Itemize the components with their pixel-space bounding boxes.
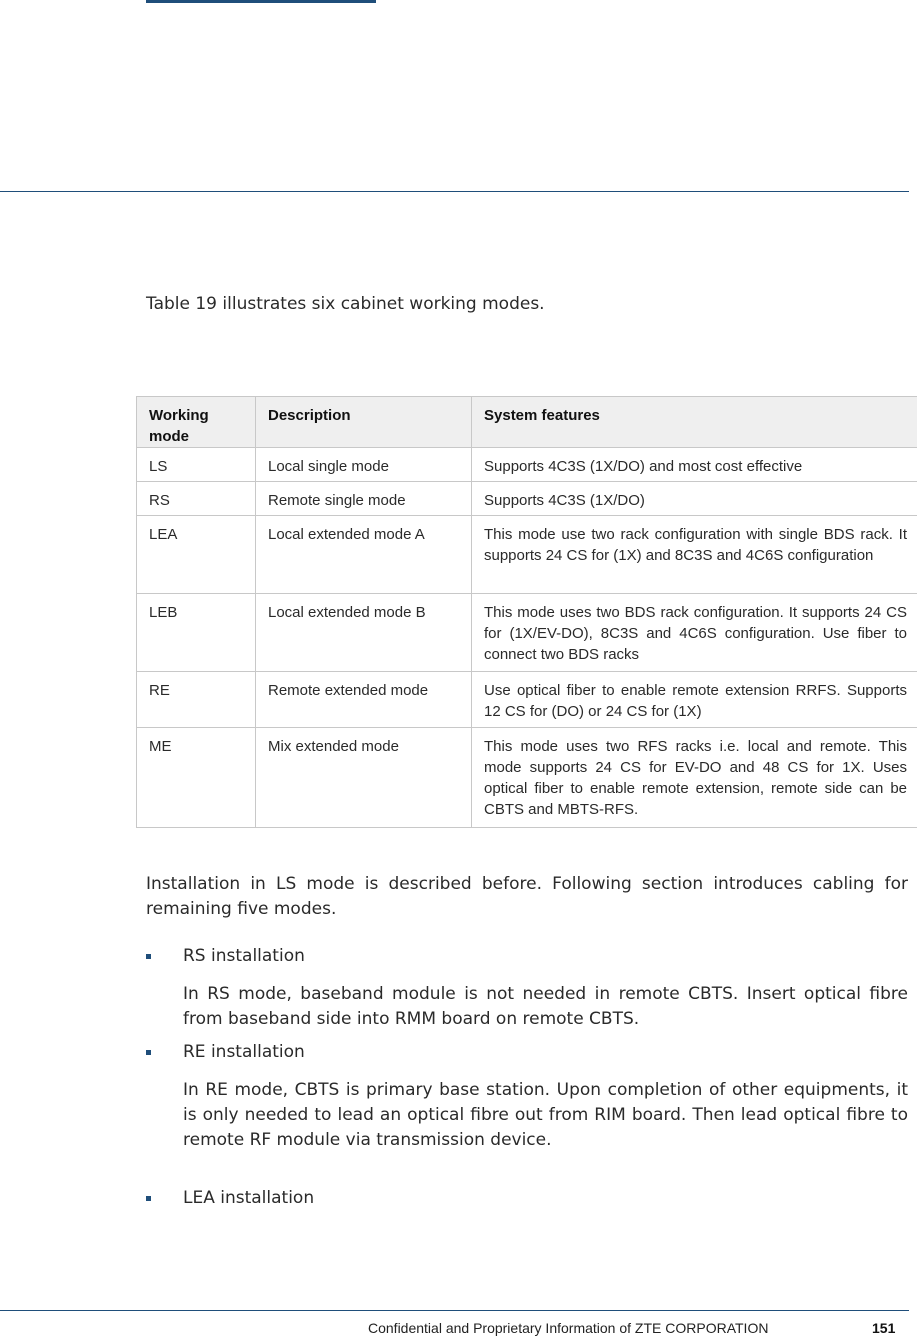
cell-features: This mode uses two BDS rack configuration. It supports 24 CS for (1X/EV-DO), 8C3S and 4C6S configuration. Use fiber to connect two BDS racks [472,594,917,672]
cell-mode: ME [137,728,256,828]
cell-description: Mix extended mode [256,728,472,828]
cell-description: Remote single mode [256,482,472,516]
top-accent-bar [146,0,376,3]
cell-mode: RS [137,482,256,516]
body-paragraph: Installation in LS mode is described before. Following section introduces cabling for remaining five modes. [146,874,908,919]
cell-description: Local single mode [256,448,472,482]
cell-description: Local extended mode B [256,594,472,672]
cell-features: Supports 4C3S (1X/DO) and most cost effective [472,448,917,482]
bullet-label: RS installation [183,946,305,966]
cell-mode: LEA [137,516,256,594]
header-system-features: System features [472,397,917,448]
cell-features: Use optical fiber to enable remote extension RRFS. Supports 12 CS for (DO) or 24 CS for (1X) [472,672,917,728]
bullet-icon [146,1196,151,1201]
header-description: Description [256,397,472,448]
cell-mode: LS [137,448,256,482]
bullet-text: In RS mode, baseband module is not needed in remote CBTS. Insert optical fibre from baseband side into RMM board on remote CBTS. [183,984,908,1029]
bullet-icon [146,1050,151,1055]
cell-description: Local extended mode A [256,516,472,594]
working-modes-table [136,396,917,828]
cell-features: Supports 4C3S (1X/DO) [472,482,917,516]
footer-text: Confidential and Proprietary Information of ZTE CORPORATION [368,1320,769,1336]
bullet-label: RE installation [183,1042,305,1062]
table-row [137,516,917,594]
bullet-text: In RE mode, CBTS is primary base station. Upon completion of other equipments, it is only needed to lead an optical fibre out from RIM board. Then lead optical fibre to remote RF module via transmission device. [183,1080,908,1150]
footer-rule [0,1310,909,1311]
bullet-icon [146,954,151,959]
table-row [137,448,917,482]
table-row [137,728,917,828]
cell-features: This mode uses two RFS racks i.e. local and remote. This mode supports 24 CS for EV-DO and 48 CS for 1X. Uses optical fiber to enable remote extension, remote side can be CBTS and MBTS-RFS. [472,728,917,828]
table-header-row [137,397,917,448]
cell-description: Remote extended mode [256,672,472,728]
page-number: 151 [872,1320,896,1336]
intro-text: Table 19 illustrates six cabinet working modes. [146,294,545,314]
table-row [137,482,917,516]
header-rule [0,191,909,192]
bullet-label: LEA installation [183,1188,315,1208]
cell-mode: LEB [137,594,256,672]
cell-features: This mode use two rack configuration with single BDS rack. It supports 24 CS for (1X) and 8C3S and 4C6S configuration [472,516,917,594]
cell-mode: RE [137,672,256,728]
header-working-mode: Working mode [137,397,256,448]
table-row [137,594,917,672]
table-row [137,672,917,728]
